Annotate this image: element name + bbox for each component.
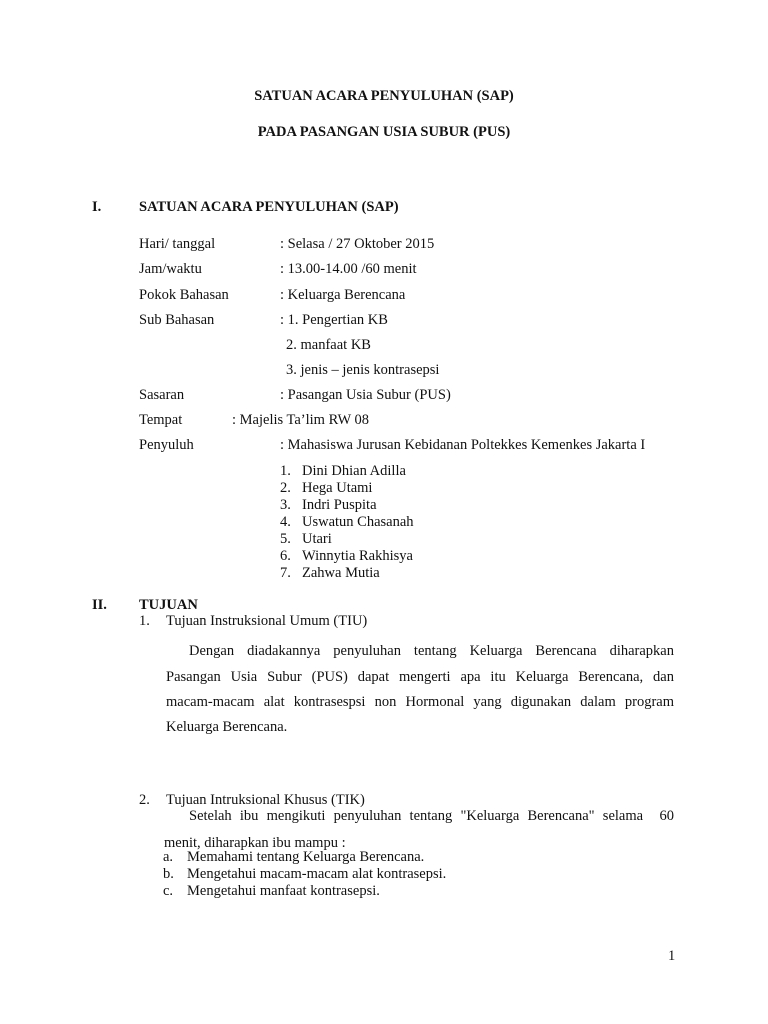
tik-item-letter: b. <box>163 866 174 882</box>
tik-paragraph-line: Setelah ibu mengikuti penyuluhan tentang "Keluarga Berencana" selama 60 <box>189 808 674 824</box>
info-label: Tempat <box>139 412 183 428</box>
tiu-paragraph-line: Dengan diadakannya penyuluhan tentang Keluarga Berencana diharapkan <box>189 643 674 659</box>
section-title: SATUAN ACARA PENYULUHAN (SAP) <box>139 199 399 215</box>
tiu-paragraph-line: Pasangan Usia Subur (PUS) dapat mengerti apa itu Keluarga Berencana, dan <box>166 669 674 685</box>
info-label: Penyuluh <box>139 437 194 453</box>
info-value: : Selasa / 27 Oktober 2015 <box>280 236 435 252</box>
info-value: 3. jenis – jenis kontrasepsi <box>286 362 440 378</box>
team-member-name: Hega Utami <box>302 480 373 496</box>
tik-paragraph-line: menit, diharapkan ibu mampu : <box>164 835 346 851</box>
team-number: 5. <box>280 531 291 547</box>
tik-number: 2. <box>139 792 150 808</box>
info-value: : Pasangan Usia Subur (PUS) <box>280 387 451 403</box>
info-label: Hari/ tanggal <box>139 236 216 252</box>
section-title: TUJUAN <box>139 597 198 613</box>
page-number: 1 <box>668 948 676 964</box>
team-member-name: Zahwa Mutia <box>302 565 380 581</box>
team-member-name: Indri Puspita <box>302 497 377 513</box>
info-value: : 1. Pengertian KB <box>280 312 388 328</box>
tik-item-text: Memahami tentang Keluarga Berencana. <box>187 849 425 865</box>
team-number: 6. <box>280 548 291 564</box>
tiu-number: 1. <box>139 613 150 629</box>
tik-item-text: Mengetahui macam-macam alat kontrasepsi. <box>187 866 447 882</box>
info-label: Jam/waktu <box>139 261 202 277</box>
tiu-title: Tujuan Instruksional Umum (TIU) <box>166 613 368 629</box>
info-value: : Mahasiswa Jurusan Kebidanan Poltekkes Kemenkes Jakarta I <box>280 437 646 453</box>
team-number: 3. <box>280 497 291 513</box>
info-label: Pokok Bahasan <box>139 287 229 303</box>
section-number: II. <box>92 597 107 613</box>
tik-title: Tujuan Intruksional Khusus (TIK) <box>166 792 365 808</box>
team-number: 1. <box>280 463 291 479</box>
team-member-name: Winnytia Rakhisya <box>302 548 413 564</box>
info-value: : Keluarga Berencana <box>280 287 406 303</box>
info-value: 2. manfaat KB <box>286 337 371 353</box>
tik-item-text: Mengetahui manfaat kontrasepsi. <box>187 883 380 899</box>
info-value: : Majelis Ta’lim RW 08 <box>232 412 369 428</box>
document-subtitle: PADA PASANGAN USIA SUBUR (PUS) <box>257 124 511 140</box>
section-number: I. <box>92 199 102 215</box>
info-label: Sub Bahasan <box>139 312 215 328</box>
tik-item-letter: c. <box>163 883 174 899</box>
team-member-name: Uswatun Chasanah <box>302 514 414 530</box>
tiu-paragraph-line: Keluarga Berencana. <box>166 719 288 735</box>
tik-item-letter: a. <box>163 849 174 865</box>
team-number: 4. <box>280 514 291 530</box>
team-member-name: Utari <box>302 531 332 547</box>
team-number: 2. <box>280 480 291 496</box>
team-member-name: Dini Dhian Adilla <box>302 463 406 479</box>
tiu-paragraph-line: macam-macam alat kontrasespsi non Hormonal yang digunakan dalam program <box>166 694 674 710</box>
info-value: : 13.00-14.00 /60 menit <box>280 261 417 277</box>
document-title: SATUAN ACARA PENYULUHAN (SAP) <box>254 88 514 104</box>
info-label: Sasaran <box>139 387 185 403</box>
team-number: 7. <box>280 565 291 581</box>
